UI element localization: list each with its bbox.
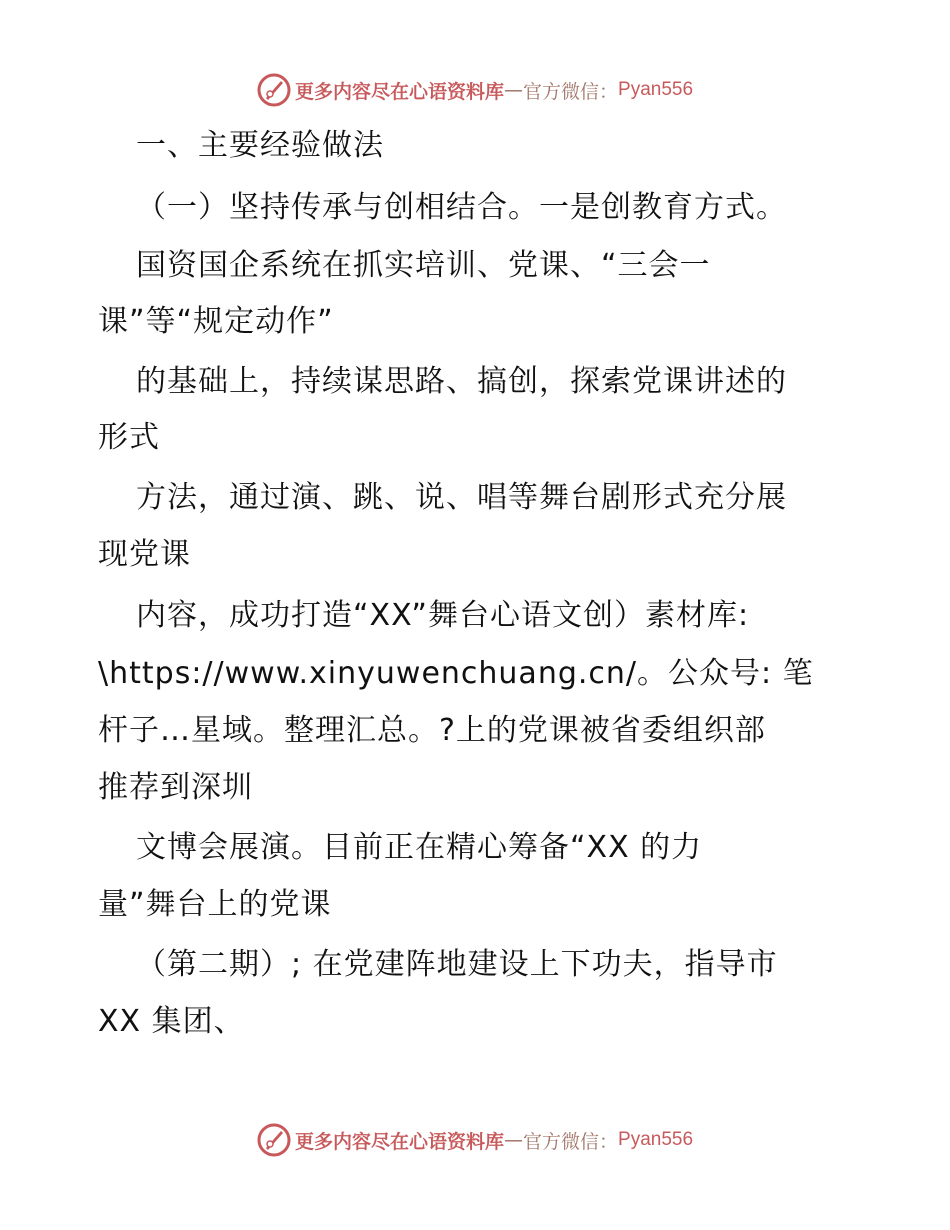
paragraph-line: 形式 (98, 420, 160, 455)
banner-main-text: 更多内容尽在心语资料库 (294, 1130, 504, 1153)
paragraph-line: 方法，通过演、跳、说、唱等舞台剧形式充分展 (136, 480, 787, 515)
paragraph-line: XX 集团、 (98, 1004, 245, 1039)
paragraph-line: 量”舞台上的党课 (98, 887, 332, 922)
banner-separator: ： (599, 80, 619, 103)
banner-dash: — (503, 1129, 523, 1151)
paragraph-line: 杆子…星域。整理汇总。?上的党课被省委组织部 (98, 713, 766, 748)
banner-dash: — (503, 79, 523, 101)
paragraph-line: 的基础上，持续谋思路、搞创，探索党课讲述的 (136, 364, 787, 399)
paragraph-line: 国资国企系统在抓实培训、党课、“三会一 (136, 248, 711, 283)
banner-contact-label: 官方微信 (522, 80, 599, 103)
paragraph-line: \https://www.xinyuwenchuang.cn/。公众号: 笔 (98, 656, 814, 691)
paragraph-line: 文博会展演。目前正在精心筹备“XX 的力 (136, 830, 703, 865)
banner-wechat-id: Pyan556 (618, 1129, 694, 1150)
paragraph-line: 现党课 (98, 537, 191, 572)
paragraph-line: 推荐到深圳 (98, 770, 253, 805)
quill-logo-icon (257, 1123, 291, 1157)
banner-contact-label: 官方微信 (522, 1130, 599, 1153)
banner-main-text: 更多内容尽在心语资料库 (294, 80, 504, 103)
paragraph-line: （第二期）; 在党建阵地建设上下功夫，指导市 (136, 947, 778, 982)
banner-wechat-id: Pyan556 (618, 79, 694, 100)
banner-separator: ： (599, 1130, 619, 1153)
paragraph-line: （一）坚持传承与创相结合。一是创教育方式。 (136, 190, 787, 225)
section-heading: 一、主要经验做法 (136, 128, 384, 163)
paragraph-line: 内容，成功打造“XX”舞台心语文创）素材库: (136, 598, 750, 633)
footer-watermark-banner (0, 1120, 950, 1160)
paragraph-line: 课”等“规定动作” (98, 304, 334, 339)
